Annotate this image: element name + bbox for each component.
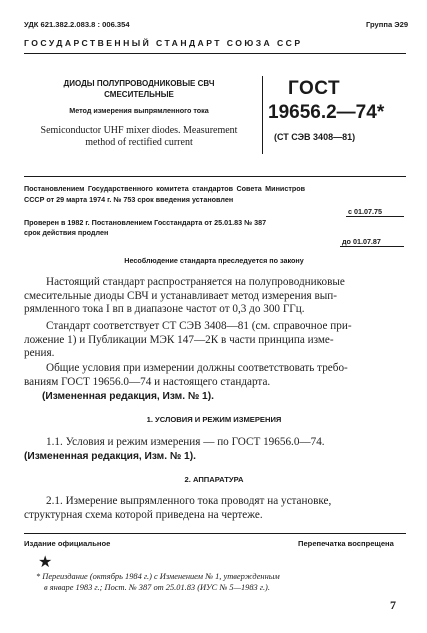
intro-p2-l1: Стандарт соответствует СТ СЭВ 3408—81 (см. справочное при- xyxy=(46,320,352,332)
intro-p1-l2: смесительные диоды СВЧ и устанавливает метод измерения вып- xyxy=(24,290,338,302)
intro-p3-l1: Общие условия при измерении должны соответствовать требо- xyxy=(46,362,348,374)
extended-date: до 01.07.87 xyxy=(342,237,381,246)
section-2-l1: 2.1. Измерение выпрямленного тока проводят на установке, xyxy=(46,495,332,507)
gost-label: ГОСТ xyxy=(288,78,341,99)
header-rule xyxy=(24,53,406,54)
decree-line-1: Постановлением Государственного комитета стандартов Совета Министров xyxy=(24,184,306,193)
title-line-1: ДИОДЫ ПОЛУПРОВОДНИКОВЫЕ СВЧ xyxy=(63,79,215,88)
footer-rule xyxy=(24,533,406,534)
group-code: Группа Э29 xyxy=(366,20,409,29)
section-2-l2: структурная схема которой приведена на чертеже. xyxy=(24,509,263,521)
official-edition: Издание официальное xyxy=(24,539,111,548)
date2-underline xyxy=(340,246,404,247)
reissue-note-l1: * Переиздание (октябрь 1984 г.) с Изменением № 1, утвержденным xyxy=(36,572,280,581)
star-icon: ★ xyxy=(38,552,53,571)
udk-code: УДК 621.382.2.083.8 : 006.354 xyxy=(24,20,130,29)
title-line-2: СМЕСИТЕЛЬНЫЕ xyxy=(104,90,174,99)
gost-number: 19656.2—74* xyxy=(268,102,385,123)
law-notice: Несоблюдение стандарта преследуется по закону xyxy=(124,256,304,265)
intro-p2-l3: рения. xyxy=(24,347,55,359)
intro-revision: (Измененная редакция, Изм. № 1). xyxy=(42,391,214,402)
state-standard-banner: ГОСУДАРСТВЕННЫЙ СТАНДАРТ СОЮЗА ССР xyxy=(24,38,303,48)
section-1-l1: 1.1. Условия и режим измерения — по ГОСТ 19656.0—74. xyxy=(46,436,325,448)
date1-underline xyxy=(346,216,404,217)
review-line-1: Проверен в 1982 г. Постановлением Госстандарта от 25.01.83 № 387 xyxy=(24,218,267,227)
intro-p3-l2: ваниям ГОСТ 19656.0—74 и настоящего стандарта. xyxy=(24,376,271,388)
decree-rule-top xyxy=(24,176,406,177)
intro-p1-l3: рямленного тока I вп в диапазоне частот от 0,3 до 300 ГГц. xyxy=(24,303,305,315)
decree-line-2: СССР от 29 марта 1974 г. № 753 срок введения установлен xyxy=(24,195,234,204)
section-1-heading: 1. УСЛОВИЯ И РЕЖИМ ИЗМЕРЕНИЯ xyxy=(146,415,282,424)
section-2-heading: 2. АППАРАТУРА xyxy=(184,475,244,484)
st-sev-number: (СТ СЭВ 3408—81) xyxy=(274,132,356,142)
title-divider xyxy=(262,76,263,154)
reprint-prohibited: Перепечатка воспрещена xyxy=(298,539,394,548)
review-line-2: срок действия продлен xyxy=(24,228,109,237)
english-title-line-1: Semiconductor UHF mixer diodes. Measurement xyxy=(40,125,238,136)
reissue-note-l2: в январе 1983 г.; Пост. № 387 от 25.01.83 (ИУС № 5—1983 г.). xyxy=(44,583,270,592)
title-method: Метод измерения выпрямленного тока xyxy=(69,106,209,115)
intro-p1-l1: Настоящий стандарт распространяется на полупроводниковые xyxy=(46,276,345,288)
page-number: 7 xyxy=(390,598,396,612)
effective-date: с 01.07.75 xyxy=(348,207,382,216)
section-1-revision: (Измененная редакция, Изм. № 1). xyxy=(24,451,196,462)
intro-p2-l2: ложение 1) и Публикации МЭК 147—2К в части принципа изме- xyxy=(24,334,334,346)
english-title-line-2: method of rectified current xyxy=(85,137,193,148)
